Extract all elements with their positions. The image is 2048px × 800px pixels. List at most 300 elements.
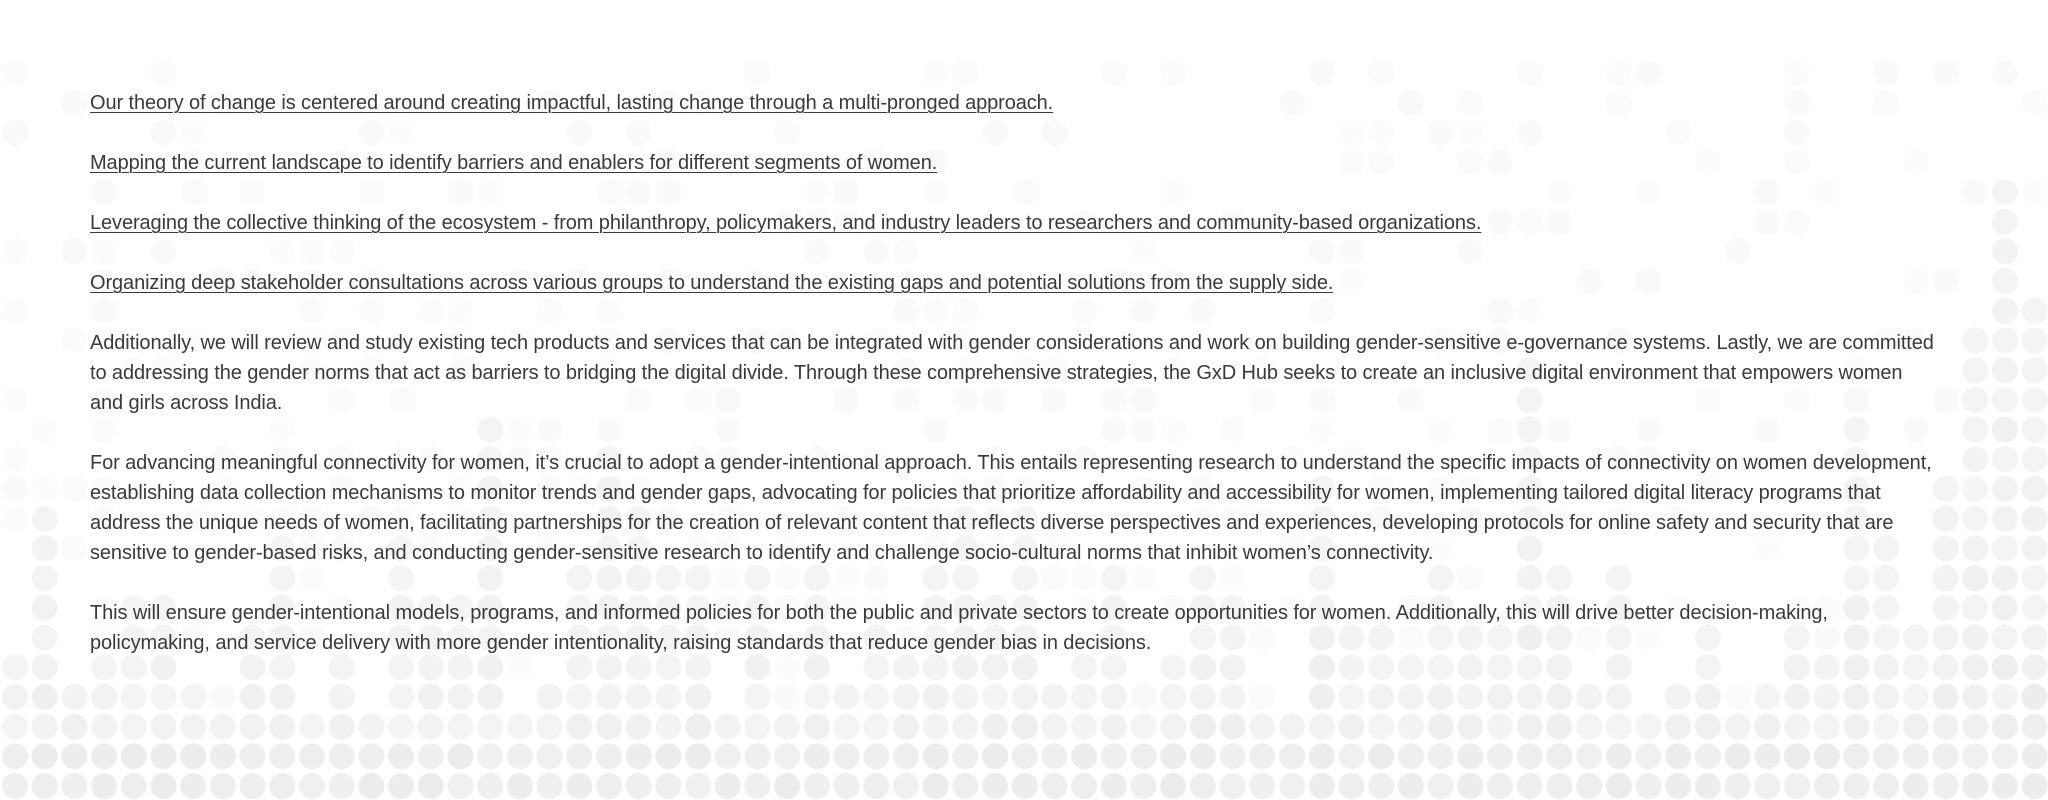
background-dot [1249, 773, 1275, 799]
background-dot [1606, 714, 1632, 740]
background-dot [1309, 773, 1335, 799]
background-dot [269, 743, 295, 769]
background-dot [2022, 773, 2048, 799]
article-body [90, 88, 1940, 688]
background-dot [418, 743, 444, 769]
background-dot [2, 120, 28, 146]
background-dot [2, 238, 28, 264]
background-dot [32, 773, 58, 799]
background-dot [2022, 506, 2048, 532]
background-dot [1012, 773, 1038, 799]
background-dot [923, 714, 949, 740]
background-dot [537, 743, 563, 769]
background-dot [2022, 595, 2048, 621]
background-dot [1962, 595, 1988, 621]
background-dot [61, 684, 87, 710]
background-dot [1398, 714, 1424, 740]
background-dot [32, 506, 58, 532]
background-dot [1368, 743, 1394, 769]
background-dot [2, 387, 28, 413]
background-dot [952, 714, 978, 740]
theory-of-change-link[interactable]: Our theory of change is centered around creating impactful, lasting change through a multi-pronged approach. [90, 92, 1054, 114]
background-dot [923, 60, 949, 86]
background-dot [1190, 773, 1216, 799]
background-dot [804, 714, 830, 740]
background-dot [1992, 684, 2018, 710]
background-dot [537, 714, 563, 740]
background-dot [1517, 773, 1543, 799]
background-dot [2022, 684, 2048, 710]
stakeholder-consultations-link[interactable]: Organizing deep stakeholder consultations across various groups to understand the existing gaps and potential solutions from the supply side. [90, 272, 1334, 294]
background-dot [1636, 60, 1662, 86]
background-dot [893, 743, 919, 769]
background-dot [596, 714, 622, 740]
background-dot [299, 714, 325, 740]
background-dot [1933, 773, 1959, 799]
background-dot [1903, 773, 1929, 799]
background-dot [1071, 773, 1097, 799]
background-dot [774, 743, 800, 769]
background-dot [745, 773, 771, 799]
background-dot [566, 743, 592, 769]
background-dot [1814, 773, 1840, 799]
background-dot [32, 743, 58, 769]
background-dot [269, 773, 295, 799]
background-dot [329, 773, 355, 799]
background-dot [91, 773, 117, 799]
background-dot [982, 743, 1008, 769]
background-dot [358, 773, 384, 799]
background-dot [566, 714, 592, 740]
background-dot [685, 743, 711, 769]
background-dot [2022, 565, 2048, 591]
background-dot [1992, 209, 2018, 235]
background-dot [1012, 743, 1038, 769]
background-dot [1992, 60, 2018, 86]
background-dot [1992, 714, 2018, 740]
background-dot [448, 773, 474, 799]
background-dot [2022, 743, 2048, 769]
background-dot [1309, 60, 1335, 86]
background-dot [1368, 60, 1394, 86]
background-dot [1279, 773, 1305, 799]
background-dot [952, 60, 978, 86]
background-dot [32, 654, 58, 680]
background-dot [2, 743, 28, 769]
background-dot [477, 743, 503, 769]
background-dot [2, 773, 28, 799]
background-dot [1398, 773, 1424, 799]
background-dot [1012, 714, 1038, 740]
background-dot [1992, 595, 2018, 621]
background-dot [537, 773, 563, 799]
background-dot [2022, 714, 2048, 740]
background-dot [1992, 268, 2018, 294]
background-dot [1546, 773, 1572, 799]
background-dot [1160, 743, 1186, 769]
background-dot [1665, 714, 1691, 740]
background-dot [923, 743, 949, 769]
background-dot [2022, 417, 2048, 443]
background-dot [655, 714, 681, 740]
background-dot [151, 743, 177, 769]
background-dot [1131, 773, 1157, 799]
background-dot [1576, 743, 1602, 769]
background-dot [2, 684, 28, 710]
paragraph-gender-intentional-models: This will ensure gender-intentional models, programs, and informed policies for both the public and private sectors to create opportunities for women. Additionally, this will drive better decision-making, policymaking, and service delivery with more gender intentionality, raising standards that reduce gender bias in decisions. [90, 602, 1828, 654]
background-dot [1428, 773, 1454, 799]
background-dot [32, 714, 58, 740]
background-dot [240, 743, 266, 769]
background-dot [1071, 714, 1097, 740]
background-dot [804, 743, 830, 769]
background-dot [1992, 535, 2018, 561]
background-dot [121, 743, 147, 769]
background-dot [1368, 714, 1394, 740]
background-dot [2022, 625, 2048, 651]
background-dot [1220, 743, 1246, 769]
background-dot [1339, 743, 1365, 769]
background-dot [1457, 773, 1483, 799]
background-dot [982, 773, 1008, 799]
background-dot [1992, 625, 2018, 651]
background-dot [329, 714, 355, 740]
background-dot [2, 506, 28, 532]
background-dot [1190, 714, 1216, 740]
background-dot [1843, 714, 1869, 740]
background-dot [507, 773, 533, 799]
background-dot [448, 743, 474, 769]
background-dot [1962, 535, 1988, 561]
background-dot [2, 654, 28, 680]
background-dot [61, 476, 87, 502]
paragraph-meaningful-connectivity: For advancing meaningful connectivity for women, it’s crucial to adopt a gender-intentional approach. This entails representing research to understand the specific impacts of connectivity on women development, establishing data collection mechanisms to monitor trends and gender gaps, advocating for policies that prioritize affordability and accessibility for women, implementing tailored digital literacy programs that address the unique needs of women, facilitating partnerships for the creation of relevant content that reflects diverse perspectives and experiences, developing protocols for online safety and security that are sensitive to gender-based risks, and conducting gender-sensitive research to identify and challenge socio-cultural norms that inhibit women’s connectivity. [90, 452, 1932, 564]
background-dot [685, 714, 711, 740]
background-dot [1962, 625, 1988, 651]
background-dot [1725, 773, 1751, 799]
background-dot [151, 714, 177, 740]
background-dot [774, 714, 800, 740]
background-dot [299, 773, 325, 799]
background-dot [2022, 179, 2048, 205]
background-dot [1784, 714, 1810, 740]
background-dot [61, 90, 87, 116]
background-dot [2022, 90, 2048, 116]
background-dot [1636, 714, 1662, 740]
background-dot [1220, 773, 1246, 799]
background-dot [180, 743, 206, 769]
background-dot [448, 714, 474, 740]
background-dot [388, 743, 414, 769]
background-dot [1992, 654, 2018, 680]
background-dot [626, 743, 652, 769]
collective-thinking-link[interactable]: Leveraging the collective thinking of the ecosystem - from philanthropy, policymakers, and industry leaders to researchers and community-based organizations. [90, 212, 1482, 234]
background-dot [477, 773, 503, 799]
background-dot [32, 595, 58, 621]
background-dot [596, 743, 622, 769]
background-dot [418, 773, 444, 799]
background-dot [685, 773, 711, 799]
background-dot [151, 60, 177, 86]
background-dot [1992, 387, 2018, 413]
background-dot [745, 743, 771, 769]
background-dot [1160, 714, 1186, 740]
background-dot [834, 714, 860, 740]
background-dot [1992, 238, 2018, 264]
background-dot [952, 773, 978, 799]
background-dot [1042, 743, 1068, 769]
background-dot [240, 714, 266, 740]
background-dot [32, 476, 58, 502]
background-dot [1992, 417, 2018, 443]
background-dot [210, 743, 236, 769]
background-dot [774, 773, 800, 799]
background-dot [121, 773, 147, 799]
background-dot [1101, 714, 1127, 740]
background-dot [1933, 60, 1959, 86]
background-dot [477, 714, 503, 740]
background-dot [1339, 714, 1365, 740]
background-dot [1843, 743, 1869, 769]
background-dot [1042, 773, 1068, 799]
background-dot [1546, 743, 1572, 769]
background-dot [1903, 714, 1929, 740]
background-dot [1071, 743, 1097, 769]
background-dot [1487, 743, 1513, 769]
background-dot [61, 535, 87, 561]
background-dot [804, 773, 830, 799]
background-dot [952, 743, 978, 769]
background-dot [2, 60, 28, 86]
background-dot [210, 714, 236, 740]
background-dot [863, 773, 889, 799]
background-dot [1962, 387, 1988, 413]
background-dot [1962, 565, 1988, 591]
background-dot [1131, 743, 1157, 769]
background-dot [1398, 743, 1424, 769]
background-dot [1279, 714, 1305, 740]
background-dot [1042, 714, 1068, 740]
background-dot [1992, 565, 2018, 591]
background-dot [1992, 298, 2018, 324]
background-dot [834, 773, 860, 799]
background-dot [655, 743, 681, 769]
background-dot [1695, 743, 1721, 769]
background-dot [1962, 417, 1988, 443]
background-dot [566, 773, 592, 799]
background-dot [388, 714, 414, 740]
background-dot [893, 714, 919, 740]
background-dot [1636, 743, 1662, 769]
background-dot [1962, 506, 1988, 532]
background-dot [1814, 743, 1840, 769]
background-dot [2, 714, 28, 740]
background-dot [1160, 60, 1186, 86]
background-dot [1457, 714, 1483, 740]
background-dot [1754, 714, 1780, 740]
background-dot [2022, 357, 2048, 383]
background-dot [1784, 773, 1810, 799]
background-dot [626, 773, 652, 799]
background-dot [1606, 60, 1632, 86]
background-dot [1814, 714, 1840, 740]
background-dot [388, 773, 414, 799]
background-dot [1992, 476, 2018, 502]
background-dot [1933, 743, 1959, 769]
background-dot [1517, 714, 1543, 740]
background-dot [1131, 714, 1157, 740]
background-dot [1249, 743, 1275, 769]
background-dot [1695, 714, 1721, 740]
background-dot [358, 743, 384, 769]
background-dot [1101, 743, 1127, 769]
background-dot [1636, 773, 1662, 799]
background-dot [834, 743, 860, 769]
background-dot [1368, 773, 1394, 799]
background-dot [655, 773, 681, 799]
background-dot [1309, 714, 1335, 740]
background-dot [893, 773, 919, 799]
background-dot [1962, 446, 1988, 472]
background-dot [863, 743, 889, 769]
background-dot [2, 446, 28, 472]
background-dot [1962, 179, 1988, 205]
background-dot [1962, 476, 1988, 502]
background-dot [418, 714, 444, 740]
background-dot [1220, 714, 1246, 740]
background-dot [1873, 714, 1899, 740]
background-dot [121, 714, 147, 740]
background-dot [1784, 743, 1810, 769]
background-dot [715, 773, 741, 799]
background-dot [1546, 714, 1572, 740]
background-dot [2022, 446, 2048, 472]
background-dot [32, 565, 58, 591]
background-dot [1962, 714, 1988, 740]
background-dot [91, 714, 117, 740]
background-dot [1992, 357, 2018, 383]
background-dot [61, 238, 87, 264]
background-dot [1873, 773, 1899, 799]
background-dot [32, 684, 58, 710]
background-dot [1992, 179, 2018, 205]
background-dot [1962, 743, 1988, 769]
background-dot [923, 773, 949, 799]
background-dot [1962, 328, 1988, 354]
background-dot [180, 773, 206, 799]
background-dot [2, 298, 28, 324]
background-dot [91, 743, 117, 769]
background-dot [2022, 476, 2048, 502]
mapping-landscape-link[interactable]: Mapping the current landscape to identify barriers and enablers for different segments of women. [90, 152, 938, 174]
background-dot [1992, 328, 2018, 354]
background-dot [269, 714, 295, 740]
background-dot [1725, 714, 1751, 740]
background-dot [1339, 773, 1365, 799]
background-dot [2022, 387, 2048, 413]
background-dot [1992, 506, 2018, 532]
background-dot [507, 743, 533, 769]
background-dot [1725, 743, 1751, 769]
background-dot [1962, 357, 1988, 383]
background-dot [1487, 773, 1513, 799]
background-dot [2022, 535, 2048, 561]
background-dot [32, 535, 58, 561]
background-dot [61, 328, 87, 354]
background-dot [745, 60, 771, 86]
background-dot [1606, 743, 1632, 769]
background-dot [1606, 773, 1632, 799]
background-dot [32, 625, 58, 651]
background-dot [1962, 684, 1988, 710]
background-dot [715, 714, 741, 740]
background-dot [2022, 328, 2048, 354]
background-dot [1873, 743, 1899, 769]
background-dot [863, 714, 889, 740]
background-dot [299, 743, 325, 769]
background-dot [1487, 714, 1513, 740]
background-dot [982, 714, 1008, 740]
background-dot [2022, 298, 2048, 324]
background-dot [1517, 60, 1543, 86]
background-dot [507, 714, 533, 740]
background-dot [1843, 773, 1869, 799]
background-dot [596, 773, 622, 799]
background-dot [1992, 773, 2018, 799]
background-dot [1962, 654, 1988, 680]
background-dot [1101, 60, 1127, 86]
background-dot [1754, 773, 1780, 799]
background-dot [151, 773, 177, 799]
background-dot [358, 714, 384, 740]
background-dot [1992, 743, 2018, 769]
background-dot [1190, 743, 1216, 769]
background-dot [1576, 773, 1602, 799]
background-dot [2022, 654, 2048, 680]
background-dot [1903, 743, 1929, 769]
background-dot [1101, 773, 1127, 799]
background-dot [1249, 714, 1275, 740]
background-dot [1784, 60, 1810, 86]
paragraph-tech-products: Additionally, we will review and study existing tech products and services that can be integrated with gender considerations and work on building gender-sensitive e-governance systems. Lastly, we are committed to addressing the gender norms that act as barriers to bridging the digital divide. Through these comprehensive strategies, the GxD Hub seeks to create an inclusive digital environment that empowers women and girls across India. [90, 332, 1934, 414]
background-dot [32, 417, 58, 443]
background-dot [1754, 743, 1780, 769]
background-dot [210, 773, 236, 799]
background-dot [2, 476, 28, 502]
background-dot [329, 743, 355, 769]
background-dot [1576, 714, 1602, 740]
background-dot [240, 773, 266, 799]
background-dot [61, 743, 87, 769]
background-dot [1933, 714, 1959, 740]
background-dot [1962, 773, 1988, 799]
background-dot [1428, 714, 1454, 740]
background-dot [1160, 773, 1186, 799]
background-dot [1695, 773, 1721, 799]
background-dot [1665, 773, 1691, 799]
background-dot [1665, 743, 1691, 769]
background-dot [715, 743, 741, 769]
background-dot [626, 714, 652, 740]
background-dot [1873, 60, 1899, 86]
background-dot [1457, 743, 1483, 769]
background-dot [1428, 743, 1454, 769]
background-dot [61, 714, 87, 740]
background-dot [1992, 446, 2018, 472]
background-dot [61, 773, 87, 799]
background-dot [1309, 743, 1335, 769]
background-dot [745, 714, 771, 740]
